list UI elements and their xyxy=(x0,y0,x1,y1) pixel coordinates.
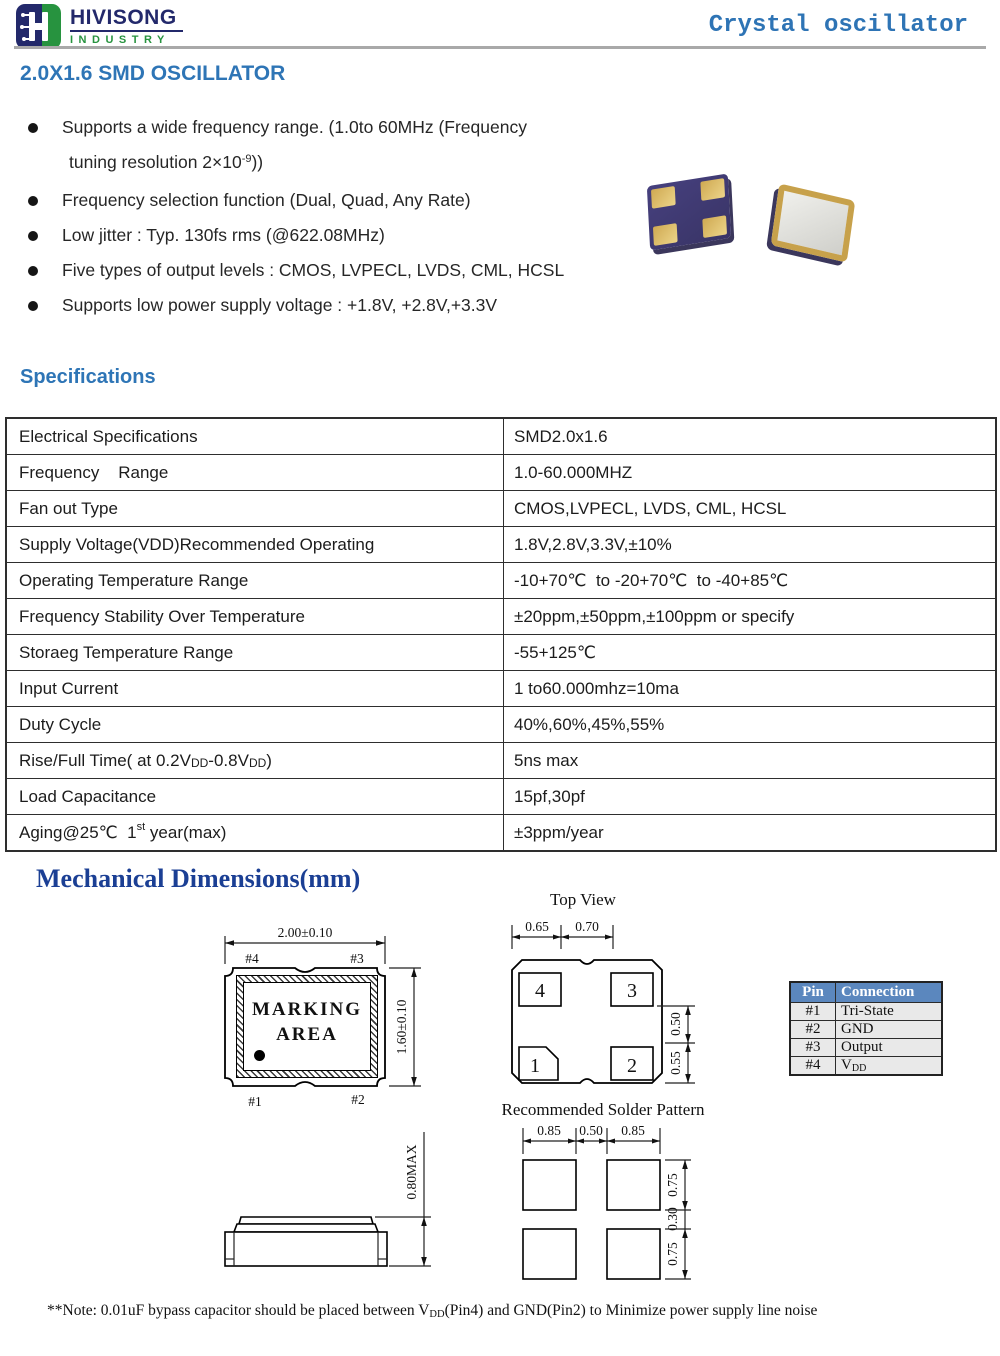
spec-value: 40%,60%,45%,55% xyxy=(514,714,665,734)
company-logo-icon xyxy=(16,4,61,49)
connection-cell: Tri-State xyxy=(836,1003,943,1021)
feature-text: Low jitter : Typ. 130fs rms (@622.08MHz) xyxy=(62,225,385,245)
spec-row xyxy=(7,670,995,706)
solder-pad-height-dimension: 0.75 xyxy=(665,1173,680,1197)
feature-text: Five types of output levels : CMOS, LVPECL, LVDS, CML, HCSL xyxy=(62,260,565,280)
subscript: DD xyxy=(248,755,267,770)
pin-cell: #3 xyxy=(790,1039,836,1057)
spec-row xyxy=(7,562,995,598)
spec-row xyxy=(7,778,995,814)
spec-label: Frequency Stability Over Temperature xyxy=(7,599,504,634)
spec-value: -55+125℃ xyxy=(514,642,596,662)
feature-item xyxy=(22,288,662,323)
feature-text: tuning resolution $2\times 10^{-9}$)) xyxy=(69,152,264,172)
solder-row-gap-dimension: 0.30 xyxy=(665,1207,680,1231)
pin4-label: #4 xyxy=(245,951,259,966)
logo-h-glyph xyxy=(29,23,48,30)
specifications-table xyxy=(5,417,997,852)
spec-label: Frequency Range xyxy=(7,455,504,490)
spec-row xyxy=(7,490,995,526)
solder-pad xyxy=(523,1229,576,1279)
bullet-icon xyxy=(28,123,38,133)
feature-item xyxy=(22,253,662,288)
pin-table-row xyxy=(790,1021,942,1039)
logo-subtitle: INDUSTRY xyxy=(70,34,170,46)
pin-cell: #4 xyxy=(790,1057,836,1076)
spec-label: Electrical Specifications xyxy=(7,419,504,454)
lid-top xyxy=(239,1217,373,1224)
marking-text: AREA xyxy=(276,1024,338,1045)
pin-table-row xyxy=(790,1057,942,1076)
spec-value: 1 to60.000mhz=10ma xyxy=(514,678,679,698)
outline-height-dimension: 1.60±0.10 xyxy=(394,999,409,1055)
pin1-label: #1 xyxy=(248,1094,262,1109)
feature-text: Supports a wide frequency range. (1.0to 60MHz (Frequency xyxy=(62,117,527,137)
pad2-number: 2 xyxy=(627,1055,637,1077)
logo-brand-name: HIVISONG xyxy=(70,6,177,29)
subscript: DD xyxy=(429,1309,445,1320)
side-height-dimension: 0.80MAX xyxy=(404,1144,419,1200)
pin-table-header-row xyxy=(790,982,942,1003)
feature-list xyxy=(22,110,662,323)
spec-row xyxy=(7,454,995,490)
superscript: -9 xyxy=(241,153,252,165)
pin-table-row xyxy=(790,1003,942,1021)
spec-label: Input Current xyxy=(7,671,504,706)
spec-row xyxy=(7,706,995,742)
spec-value: 5ns max xyxy=(514,750,579,770)
top-view-drawing xyxy=(487,885,717,1100)
logo-divider xyxy=(70,30,183,32)
pad4-number: 4 xyxy=(535,980,545,1002)
bullet-icon xyxy=(28,231,38,241)
pin-table-row xyxy=(790,1039,942,1057)
package-body xyxy=(225,1232,387,1266)
gold-pad xyxy=(700,178,725,201)
company-logo-text xyxy=(70,7,183,46)
spec-value: ±3ppm/year xyxy=(514,822,604,842)
spec-row xyxy=(7,526,995,562)
superscript: st xyxy=(136,820,146,833)
pin-cell: #1 xyxy=(790,1003,836,1021)
top-view-title: Top View xyxy=(550,890,616,909)
connection-column-header: Connection xyxy=(836,982,943,1003)
spec-label: Aging@25℃ 1 st year(max) xyxy=(7,815,504,850)
pad-pitch-dimension: 0.70 xyxy=(575,919,599,934)
product-heading: 2.0X1.6 SMD OSCILLATOR xyxy=(20,62,286,85)
solder-gap-dimension: 0.50 xyxy=(579,1123,603,1138)
pin2-label: #2 xyxy=(351,1092,365,1107)
feature-text: Frequency selection function (Dual, Quad, Any Rate) xyxy=(62,190,471,210)
spec-value: 1.8V,2.8V,3.3V,±10% xyxy=(514,534,672,554)
product-photo-bottom-view xyxy=(647,173,731,250)
bullet-icon xyxy=(28,301,38,311)
mechanical-heading: Mechanical Dimensions(mm) xyxy=(36,864,361,893)
spec-value: SMD2.0x1.6 xyxy=(514,426,608,446)
pad-edge-dimension: 0.55 xyxy=(668,1051,683,1075)
spec-row xyxy=(7,598,995,634)
spec-row xyxy=(7,814,995,850)
spec-label: Rise/Full Time( at 0.2V DD -0.8V DD ) xyxy=(7,743,504,778)
pad3-number: 3 xyxy=(627,980,637,1002)
spec-row xyxy=(7,742,995,778)
marking-text: MARKING xyxy=(251,999,363,1020)
solder-pad-width-dimension: 0.85 xyxy=(537,1123,561,1138)
feature-item xyxy=(22,218,662,253)
pad-offset-dimension: 0.65 xyxy=(525,919,549,934)
pin-column-header: Pin xyxy=(790,982,836,1003)
bullet-icon xyxy=(28,266,38,276)
specifications-heading: Specifications xyxy=(20,366,156,388)
solder-pad-width-dimension: 0.85 xyxy=(621,1123,645,1138)
gold-pad xyxy=(651,186,676,209)
bullet-icon xyxy=(28,196,38,206)
spec-value: -10+70℃ to -20+70℃ to -40+85℃ xyxy=(514,570,789,590)
header-divider xyxy=(14,46,986,49)
connection-cell: GND xyxy=(836,1021,943,1039)
spec-label: Storaeg Temperature Range xyxy=(7,635,504,670)
spec-value: CMOS,LVPECL, LVDS, CML, HCSL xyxy=(514,498,787,518)
footnote: **Note: 0.01uF bypass capacitor should be placed between VDD(Pin4) and GND(Pin2) to Minimize power supply line noise xyxy=(47,1302,818,1320)
spec-label: Operating Temperature Range xyxy=(7,563,504,598)
side-view-drawing xyxy=(195,1120,440,1275)
connection-cell: Output xyxy=(836,1039,943,1057)
gold-pad xyxy=(702,215,727,238)
solder-pad xyxy=(607,1160,660,1210)
outline-width-dimension: 2.00±0.10 xyxy=(277,925,333,940)
connection-cell: VDD xyxy=(836,1057,943,1076)
marking-area xyxy=(243,982,371,1071)
spec-label: Fan out Type xyxy=(7,491,504,526)
pin-connection-table xyxy=(789,981,943,1076)
solder-pad-height-dimension: 0.75 xyxy=(665,1242,680,1266)
feature-item xyxy=(22,110,662,183)
solder-pattern-drawing xyxy=(487,1098,717,1308)
pad-height-dimension: 0.50 xyxy=(668,1012,683,1036)
subscript: DD xyxy=(190,755,209,770)
document-title: Crystal oscillator xyxy=(708,12,968,39)
subscript: DD xyxy=(851,1063,867,1074)
pin3-label: #3 xyxy=(350,951,364,966)
gold-pad xyxy=(653,223,678,246)
feature-text: Supports low power supply voltage : +1.8V, +2.8V,+3.3V xyxy=(62,295,498,315)
spec-row xyxy=(7,419,995,454)
product-photo-top-view xyxy=(771,183,856,262)
solder-pattern-title: Recommended Solder Pattern xyxy=(501,1100,705,1119)
spec-label: Duty Cycle xyxy=(7,707,504,742)
solder-pad xyxy=(523,1160,576,1210)
spec-label: Load Capacitance xyxy=(7,779,504,814)
marking-area-frame xyxy=(236,975,378,1078)
pin1-indicator-dot xyxy=(254,1050,265,1061)
pad1-number: 1 xyxy=(530,1055,540,1077)
solder-pad xyxy=(607,1229,660,1279)
spec-value: 1.0-60.000MHZ xyxy=(514,462,633,482)
spec-row xyxy=(7,634,995,670)
spec-value: 15pf,30pf xyxy=(514,786,585,806)
feature-item xyxy=(22,183,662,218)
spec-value: ±20ppm,±50ppm,±100ppm or specify xyxy=(514,606,795,626)
lid-base xyxy=(234,1224,378,1232)
spec-label: Supply Voltage(VDD)Recommended Operating xyxy=(7,527,504,562)
pin-cell: #2 xyxy=(790,1021,836,1039)
